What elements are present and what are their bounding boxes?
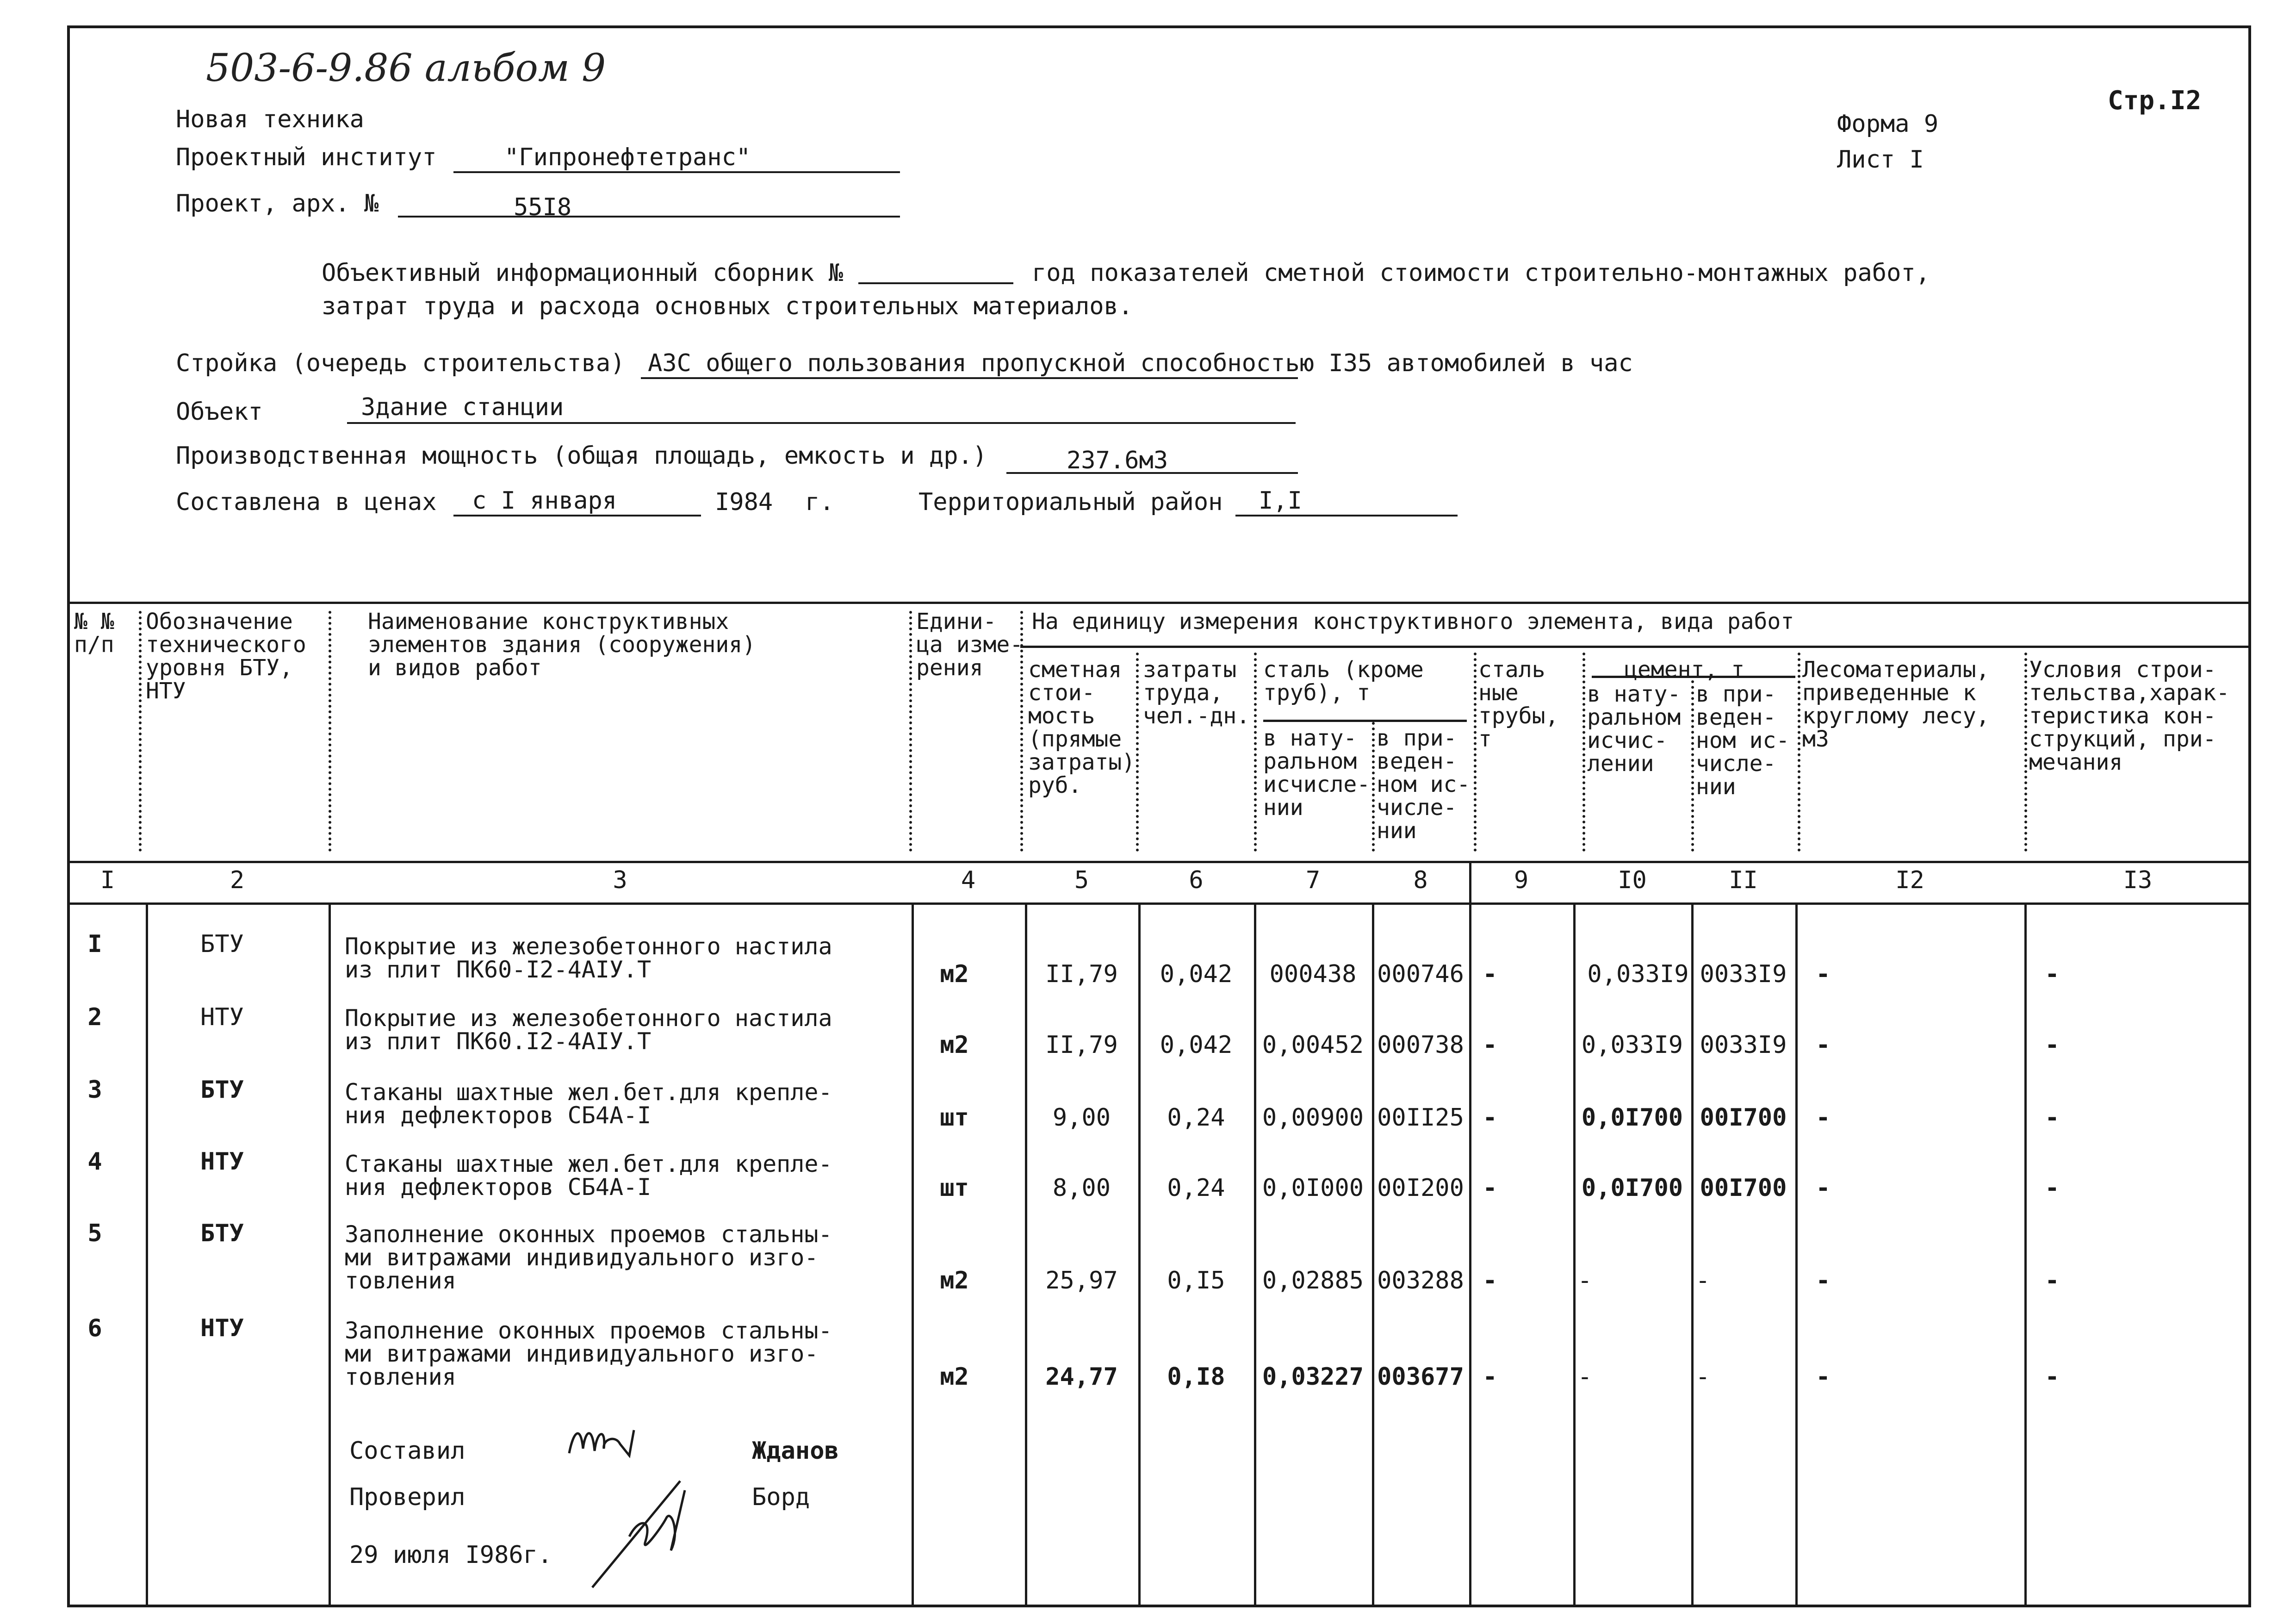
col7-header: в нату- ральном исчисле- нии (1263, 725, 1371, 821)
signature-date: 29 июля I986г. (349, 1541, 552, 1569)
col-sep-11 (1798, 653, 1800, 852)
table-row-notes: - (2045, 1031, 2060, 1059)
capacity-underline (1006, 472, 1298, 474)
body-vline-6 (1254, 902, 1256, 1606)
table-row-labor: 0,24 (1167, 1104, 1225, 1132)
col-sep-7 (1372, 722, 1375, 852)
table-row-steel-reduced: 003288 (1377, 1267, 1464, 1294)
table-row-steel-reduced: 00I200 (1377, 1174, 1464, 1202)
construction-value: АЗС общего пользования пропускной способностью I35 автомобилей в час (648, 349, 1633, 377)
column-number: 7 (1305, 866, 1321, 894)
table-row-name: Заполнение оконных проемов стальны- ми витражами индивидуального изго- товления (345, 1221, 832, 1294)
col9-header: сталь ные трубы, т (1478, 657, 1559, 752)
region-underline (1235, 515, 1458, 516)
col-sep-8 (1474, 653, 1477, 852)
institute-value: "Гипронефтетранс" (504, 143, 751, 171)
construction-label: Стройка (очередь строительства) (176, 349, 625, 377)
column-number: 2 (230, 866, 245, 894)
table-row-steel-reduced: 00II25 (1377, 1104, 1464, 1132)
table-row-unit: м2 (940, 1363, 969, 1391)
handwritten-signatures (560, 1412, 708, 1597)
column-number: I (100, 866, 115, 894)
table-row-name: Покрытие из железобетонного настила из плит ПК60.I2-4АIУ.Т (345, 1005, 832, 1055)
col3-header: Наименование конструктивных элементов здания (сооружения) и видов работ (368, 609, 756, 681)
table-row-unit: м2 (940, 1031, 969, 1059)
table-row-unit: шт (940, 1174, 969, 1202)
handwritten-album-note: 503-6-9.86 альбом 9 (206, 46, 606, 90)
checked-by-label: Проверил (349, 1483, 465, 1511)
table-row-cement-natural: 0,0I700 (1581, 1174, 1683, 1202)
column-number: 3 (613, 866, 627, 894)
capacity-value: 237.6м3 (1067, 447, 1168, 474)
region-label: Территориальный район (918, 488, 1223, 516)
table-row-labor: 0,24 (1167, 1174, 1225, 1202)
body-vline-9 (1573, 902, 1576, 1606)
object-label: Объект (176, 398, 263, 426)
intro-underline (858, 282, 1013, 284)
intro-line2: затрат труда и расхода основных строительных материалов. (322, 292, 1133, 320)
table-row-steel-natural: 0,0I000 (1262, 1174, 1364, 1202)
table-row-steel-natural: 0,03227 (1262, 1363, 1364, 1391)
col4-header: Едини- ца изме- рения (916, 609, 1024, 681)
org-line: Новая техника (176, 106, 364, 133)
table-row-cement-reduced: 0033I9 (1700, 960, 1787, 988)
column-numbers-bottom-rule (69, 902, 2249, 905)
body-vline-3 (912, 902, 914, 1606)
table-row-unit: шт (940, 1104, 969, 1132)
table-row-timber: - (1816, 1363, 1831, 1391)
table-row-cement-reduced: 00I700 (1700, 1174, 1787, 1202)
table-row-pipes: - (1483, 1267, 1497, 1294)
project-label: Проект, арх. № (176, 190, 379, 218)
table-row-cost: 8,00 (1052, 1174, 1111, 1202)
table-row-cost: 9,00 (1052, 1104, 1111, 1132)
column-number: I3 (2123, 866, 2153, 894)
table-row-timber: - (1816, 960, 1831, 988)
table-row-cement-reduced: 0033I9 (1700, 1031, 1787, 1059)
checked-by-name: Борд (752, 1483, 810, 1511)
table-row-steel-reduced: 000738 (1377, 1031, 1464, 1059)
page-number: Стр.I2 (2108, 86, 2202, 116)
table-row-timber: - (1816, 1174, 1831, 1202)
table-row-labor: 0,042 (1160, 1031, 1233, 1059)
column-numbers-top-rule (69, 861, 2249, 863)
col-sep-6 (1254, 653, 1257, 852)
table-row-labor: 0,042 (1160, 960, 1233, 988)
col11-header: в при- веден- ном ис- числе- нии (1696, 681, 1790, 800)
body-vline-10 (1691, 902, 1694, 1606)
column-number: 9 (1514, 866, 1529, 894)
col-sep-1 (139, 611, 142, 852)
table-row-steel-reduced: 000746 (1377, 960, 1464, 988)
table-row-unit: м2 (940, 960, 969, 988)
prices-value: с I января (472, 487, 617, 515)
table-row-level: НТУ (200, 1148, 244, 1176)
col5-header: сметная стои- мость (прямые затраты) руб. (1028, 657, 1136, 798)
table-row-timber: - (1816, 1267, 1831, 1294)
table-row-number: 6 (87, 1314, 102, 1342)
col1-header: № № п/п (74, 609, 114, 658)
table-row-notes: - (2045, 1104, 2060, 1132)
project-underline (398, 216, 900, 218)
table-row-timber: - (1816, 1104, 1831, 1132)
table-row-cost: 25,97 (1045, 1267, 1118, 1294)
table-row-steel-natural: 000438 (1269, 960, 1357, 988)
cement-header: цемент, т (1624, 657, 1745, 683)
sheet-label: Лист I (1837, 146, 1924, 174)
table-row-cement-reduced: 00I700 (1700, 1104, 1787, 1132)
table-row-unit: м2 (940, 1267, 969, 1294)
intro-line1-b: год показателей сметной стоимости строительно-монтажных работ, (1032, 259, 1930, 287)
table-row-steel-natural: 0,02885 (1262, 1267, 1364, 1294)
object-underline (347, 422, 1296, 424)
table-row-name: Покрытие из железобетонного настила из плит ПК60-I2-4АIУ.Т (345, 933, 832, 983)
region-value: I,I (1259, 487, 1302, 515)
institute-underline (453, 171, 900, 173)
table-row-name: Стаканы шахтные жел.бет.для крепле- ния дефлекторов СБ4А-I (345, 1151, 832, 1201)
col-sep-5 (1136, 653, 1139, 852)
col13-header: Условия строи- тельства,харак- теристика кон- струкций, при- мечания (2029, 657, 2230, 775)
table-row-notes: - (2045, 1267, 2060, 1294)
col12-header: Лесоматериалы, приведенные к круглому лесу, м3 (1802, 657, 1990, 752)
table-row-cement-natural: 0,033I9 (1581, 1031, 1683, 1059)
steel-subheader-rule (1263, 720, 1467, 722)
table-row-number: I (87, 930, 102, 958)
table-row-cement-natural: - (1577, 1363, 1592, 1391)
compiled-by-name: Жданов (752, 1437, 839, 1465)
col6-header: затраты труда, чел.-дн. (1143, 657, 1250, 729)
table-row-cement-reduced: - (1695, 1267, 1710, 1294)
group-header-rule (1020, 646, 2249, 648)
table-row-number: 2 (87, 1003, 102, 1031)
institute-label: Проектный институт (176, 143, 437, 171)
table-row-number: 3 (87, 1076, 102, 1104)
table-row-cost: II,79 (1045, 960, 1118, 988)
table-row-level: НТУ (200, 1314, 244, 1342)
table-row-number: 4 (87, 1148, 102, 1176)
table-row-notes: - (2045, 960, 2060, 988)
table-row-labor: 0,I8 (1167, 1363, 1225, 1391)
column-number: I0 (1618, 866, 1647, 894)
table-row-cost: 24,77 (1045, 1363, 1118, 1391)
capacity-label: Производственная мощность (общая площадь, емкость и др.) (176, 442, 987, 470)
compiled-by-label: Составил (349, 1437, 465, 1465)
table-row-cement-natural: 0,033I9 (1587, 960, 1689, 988)
col2-header: Обозначение технического уровня БТУ, НТУ (146, 609, 306, 704)
body-vline-2 (329, 902, 331, 1606)
table-row-cement-natural: - (1577, 1267, 1592, 1294)
table-row-cement-natural: 0,0I700 (1581, 1104, 1683, 1132)
steel-header: сталь (кроме труб), т (1263, 657, 1424, 706)
col8-header: в при- веден- ном ис- числе- нии (1377, 725, 1471, 844)
column-number: 6 (1189, 866, 1204, 894)
col-sep-2 (329, 611, 331, 852)
table-row-level: БТУ (200, 930, 244, 958)
table-row-name: Стаканы шахтные жел.бет.для крепле- ния дефлекторов СБ4А-I (345, 1079, 832, 1129)
group-header: На единицу измерения конструктивного элемента, вида работ (1032, 609, 1794, 635)
body-vline-4 (1025, 902, 1027, 1606)
table-row-level: БТУ (200, 1076, 244, 1104)
col10-header: в нату- ральном исчис- лении (1587, 681, 1681, 777)
table-row-pipes: - (1483, 1363, 1497, 1391)
table-row-notes: - (2045, 1174, 2060, 1202)
table-row-timber: - (1816, 1031, 1831, 1059)
table-row-number: 5 (87, 1220, 102, 1247)
table-row-pipes: - (1483, 960, 1497, 988)
table-row-cost: II,79 (1045, 1031, 1118, 1059)
body-vline-11 (1795, 902, 1798, 1606)
year-value: I984 (715, 488, 773, 516)
column-number: 8 (1413, 866, 1428, 894)
year-suffix: г. (805, 488, 834, 516)
table-row-level: НТУ (200, 1003, 244, 1031)
table-row-labor: 0,I5 (1167, 1267, 1225, 1294)
column-number: II (1729, 866, 1758, 894)
body-vline-5 (1138, 902, 1141, 1606)
object-value: Здание станции (361, 393, 564, 421)
prices-label: Составлена в ценах (176, 488, 437, 516)
col-sep-12 (2024, 653, 2027, 852)
table-row-cement-reduced: - (1695, 1363, 1710, 1391)
table-row-pipes: - (1483, 1031, 1497, 1059)
col-sep-9 (1582, 653, 1585, 852)
project-value: 55I8 (514, 193, 572, 221)
table-row-level: БТУ (200, 1220, 244, 1247)
table-row-steel-natural: 0,00452 (1262, 1031, 1364, 1059)
column-number: 4 (961, 866, 976, 894)
table-row-name: Заполнение оконных проемов стальны- ми витражами индивидуального изго- товления (345, 1317, 832, 1390)
table-top-rule (69, 602, 2249, 604)
table-row-pipes: - (1483, 1174, 1497, 1202)
body-vline-12 (2024, 902, 2027, 1606)
table-row-steel-reduced: 003677 (1377, 1363, 1464, 1391)
prices-underline (453, 515, 701, 516)
body-vline-7 (1372, 902, 1374, 1606)
form-label: Форма 9 (1837, 110, 1939, 138)
construction-underline (641, 377, 1298, 379)
column-number: 5 (1074, 866, 1089, 894)
column-number: I2 (1895, 866, 1924, 894)
col-sep-3 (909, 611, 912, 852)
intro-line1-a: Объективный информационный сборник № (322, 259, 844, 287)
table-row-notes: - (2045, 1363, 2060, 1391)
table-row-steel-natural: 0,00900 (1262, 1104, 1364, 1132)
col-sep-10 (1691, 680, 1694, 852)
table-row-pipes: - (1483, 1104, 1497, 1132)
